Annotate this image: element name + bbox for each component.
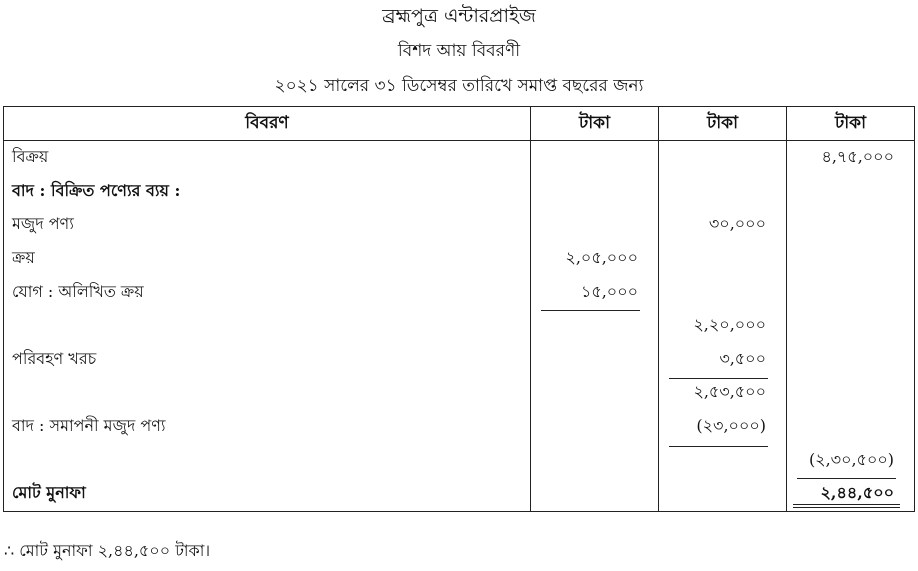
row-label-sales: বিক্রয় xyxy=(4,141,531,175)
table-row xyxy=(4,309,915,343)
double-rule xyxy=(793,504,900,508)
table-row xyxy=(4,275,915,309)
subtotal-rule xyxy=(541,310,640,311)
table-row xyxy=(4,141,915,175)
carriage-amount: ৩,৫০০ xyxy=(659,343,787,377)
opening-stock-amount: ৩০,০০০ xyxy=(659,208,787,242)
sales-amount: ৪,৭৫,০০০ xyxy=(787,141,915,175)
goods-available-amount: ২,৫৩,৫০০ xyxy=(693,382,766,402)
row-label-opening-stock: মজুদ পণ্য xyxy=(4,208,531,242)
subtotal-purchases-amount: ২,২০,০০০ xyxy=(659,309,787,343)
column-header-taka-3: টাকা xyxy=(787,107,915,141)
table-row xyxy=(4,175,915,209)
gross-profit-amount: ২,৪৪,৫০০ xyxy=(820,483,894,503)
closing-stock-amount: (২৩,০০০) xyxy=(696,416,766,436)
table-row xyxy=(4,410,915,444)
statement-period: ২০২১ সালের ৩১ ডিসেম্বর তারিখে সমাপ্ত বছরের জন্য xyxy=(274,76,644,96)
row-label-closing-stock: বাদ : সমাপনী মজুদ পণ্য xyxy=(4,410,531,444)
table-row xyxy=(4,376,915,410)
column-header-taka-1: টাকা xyxy=(531,107,659,141)
table-row xyxy=(4,208,915,242)
unrecorded-purchases-amount: ১৫,০০০ xyxy=(580,281,638,301)
subtotal-rule xyxy=(669,378,768,379)
row-label-unrecorded-purchases: যোগ : অলিখিত ক্রয় xyxy=(4,275,531,309)
table-row xyxy=(4,443,915,477)
table-row xyxy=(4,242,915,276)
purchases-amount: ২,০৫,০০০ xyxy=(531,242,659,276)
statement-title: বিশদ আয় বিবরণী xyxy=(397,41,521,61)
row-label-less-cogs: বাদ : বিক্রিত পণ্যের ব্যয় : xyxy=(4,175,531,209)
subtotal-rule xyxy=(669,446,768,447)
table-row xyxy=(4,477,915,511)
cogs-amount: (২,৩০,৫০০) xyxy=(808,449,894,469)
income-statement-table xyxy=(3,106,915,512)
row-label-gross-profit: মোট মুনাফা xyxy=(4,477,531,511)
row-label-carriage: পরিবহণ খরচ xyxy=(4,343,531,377)
row-label-purchases: ক্রয় xyxy=(4,242,531,276)
conclusion-text: ∴ মোট মুনাফা ২,৪৪,৫০০ টাকা। xyxy=(4,541,211,560)
column-header-description: বিবরণ xyxy=(4,107,531,141)
column-header-taka-2: টাকা xyxy=(659,107,787,141)
company-name: ব্রহ্মপুত্র এন্টারপ্রাইজ xyxy=(382,5,536,27)
table-row xyxy=(4,343,915,377)
table-header-row xyxy=(4,107,915,141)
